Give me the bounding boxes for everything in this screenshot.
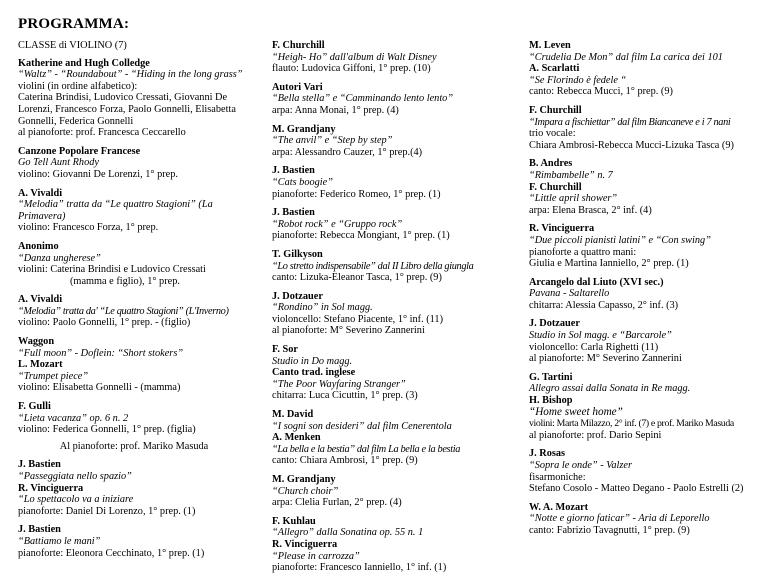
performer: fisarmoniche: (529, 471, 586, 483)
program-entry (18, 241, 250, 287)
work-title: “Trumpet piece” (18, 370, 89, 382)
class-title: CLASSE di VIOLINO (7) (18, 40, 127, 51)
work-title: “Heigh- Ho” dall'album di Walt Disney (272, 51, 437, 63)
work-title: Go Tell Aunt Rhody (18, 157, 99, 169)
composer: Anonimo (18, 240, 59, 252)
performer: violino: Federica Gonnelli, 1° prep. (figlia) (18, 424, 196, 436)
work-title: “Rimbambelle” n. 7 (529, 169, 613, 181)
work-title: Studio in Do magg. (272, 355, 353, 367)
performer: violino: Paolo Gonnelli, 1° prep. - (figlio) (18, 317, 191, 329)
program-entry (272, 40, 502, 75)
program-entry (529, 502, 761, 537)
performer: canto: Fabrizio Tavagnutti, 1° prep. (9) (529, 524, 690, 536)
composer: R. Vinciguerra (529, 223, 595, 235)
composer: Arcangelo dal Liuto (XVI sec.) (529, 276, 664, 288)
work-title: “The anvil” e “Step by step” (272, 135, 393, 147)
composer: H. Bishop (529, 395, 573, 407)
program-entry (18, 188, 250, 234)
accompanist: al pianoforte: prof. Francesca Ceccarello (18, 127, 186, 139)
composer: M. Leven (529, 40, 571, 51)
work-title: “La bella e la bestia” dal film La bella e la bestia (272, 443, 461, 455)
composer: R. Vinciguerra (18, 482, 84, 494)
performer: Caterina Brindisi, Ludovico Cressati, Giovanni De (18, 92, 228, 104)
composer: F. Churchill (529, 104, 582, 116)
accompanist: Al pianoforte: prof. Mariko Masuda (59, 440, 209, 452)
accompanist: al pianoforte: M° Severino Zannerini (529, 353, 682, 365)
composer: L. Mozart (18, 359, 63, 371)
work-title: “Church choir” (272, 485, 339, 497)
composer: G. Tartini (529, 371, 573, 383)
program-entry (18, 459, 250, 517)
performer: violino: Giovanni De Lorenzi, 1° prep. (18, 168, 178, 180)
composer: F. Gulli (18, 401, 51, 413)
work-title: “Passeggiata nello spazio” (18, 471, 132, 482)
performer: violini: Caterina Brindisi e Ludovico Cressati (18, 264, 206, 276)
composer: A. Vivaldi (18, 294, 63, 306)
performer: pianoforte: Eleonora Cecchinato, 1° prep. (1) (18, 547, 205, 559)
work-title: “Melodia” tratta da' “Le quattro Stagioni” (L'Inverno) (18, 305, 229, 317)
performer: pianoforte: Daniel Di Lorenzo, 1° prep. (1) (18, 505, 196, 517)
performer: pianoforte: Rebecca Mongiant, 1° prep. (1) (272, 230, 450, 242)
performer: (mamma e figlio), 1° prep. (70, 275, 180, 287)
program-entry (272, 207, 502, 242)
composer: Canzone Popolare Francese (18, 145, 141, 157)
work-title: “Robot rock” e “Gruppo rock” (272, 218, 403, 230)
composer: M. Grandjany (272, 474, 336, 485)
performer: violoncello: Stefano Piacente, 1° inf. (11) (272, 313, 444, 325)
composer: M. David (272, 409, 314, 421)
work-title: “The Poor Wayfaring Stranger” (272, 378, 406, 390)
program-entry (272, 82, 502, 117)
program-entry (272, 474, 502, 509)
performer: pianoforte: Federico Romeo, 1° prep. (1) (272, 188, 441, 200)
work-title: “Danza ungherese” (18, 252, 101, 264)
composer: B. Andres (529, 158, 573, 170)
performer: canto: Chiara Ambrosi, 1° prep. (9) (272, 455, 418, 467)
composer: J. Bastien (272, 165, 315, 177)
work-title: “Lo spettacolo va a iniziare (18, 494, 134, 506)
performer: Lorenzi, Francesco Forza, Paolo Gonnelli, Elisabetta (18, 103, 236, 115)
work-title: “Little april shower” (529, 193, 618, 205)
program-entry (529, 105, 761, 151)
composer: Waggon (18, 336, 55, 348)
performer: violini (in ordine alfabetico): (18, 80, 138, 92)
program-entry (529, 318, 761, 364)
accompanist: al pianoforte: prof. Dario Sepini (529, 429, 662, 441)
composer: A. Menken (272, 432, 321, 444)
program-entry (18, 524, 250, 559)
page-title: PROGRAMMA: (18, 16, 130, 32)
performer: Gonnelli, Federica Gonnelli (18, 115, 134, 127)
performer: Stefano Cosolo - Matteo Degano - Paolo Estrelli (2) (529, 483, 744, 495)
work-title: “Rondino” in Sol magg. (272, 302, 373, 314)
work-title: “Impara a fischiettar” dal film Biancaneve e i 7 nani (529, 116, 731, 128)
performer: flauto: Ludovica Giffoni, 1° prep. (10) (272, 63, 431, 75)
program-entry (529, 158, 761, 216)
composer: J. Dotzauer (529, 318, 580, 330)
work-title: Pavana - Saltarello (529, 288, 610, 300)
performer: canto: Lizuka-Eleanor Tasca, 1° prep. (9) (272, 272, 442, 284)
program-entry (529, 372, 761, 442)
program-column-1 (18, 40, 250, 566)
composer: J. Bastien (18, 459, 61, 471)
program-entry (272, 165, 502, 200)
program-entry (272, 344, 502, 402)
performer: arpa: Elena Brasca, 2° inf. (4) (529, 204, 652, 216)
work-title: “Sopra le onde” - Valzer (529, 460, 632, 471)
work-title: “Battiamo le mani” (18, 535, 101, 547)
program-entry (18, 146, 250, 181)
performer: pianoforte: Francesco Ianniello, 1° inf. (1) (272, 562, 447, 574)
performer: trio vocale: (529, 128, 576, 140)
composer: F. Churchill (272, 40, 325, 51)
program-entry (529, 40, 761, 98)
performer: arpa: Clelia Furlan, 2° prep. (4) (272, 497, 402, 509)
program-column-2 (272, 40, 502, 581)
work-title: Primavera) (18, 210, 66, 222)
work-title: “Se Florindo è fedele “ (529, 74, 627, 86)
composer: Katherine and Hugh Colledge (18, 57, 150, 69)
work-title: “Bella stella” e “Camminando lento lento” (272, 93, 454, 105)
work-title: Allegro assai dalla Sonata in Re magg. (529, 383, 691, 395)
program-entry (272, 249, 502, 284)
work-title: “Melodia” tratta da “Le quattro Stagioni” (La (18, 199, 213, 211)
work-title: “I sogni son desideri” dal film Cenerentola (272, 420, 452, 432)
performer: arpa: Anna Monai, 1° prep. (4) (272, 104, 399, 116)
work-title: “Notte e giorno faticar” - Aria di Leporello (529, 513, 710, 525)
program-column-3 (529, 40, 761, 544)
work-title: “Waltz” - “Roundabout” - “Hiding in the long grass” (18, 69, 243, 81)
program-entry (18, 294, 250, 329)
performer: violino: Francesco Forza, 1° prep. (18, 222, 159, 234)
work-title: “Due piccoli pianisti latini” e “Con swing” (529, 234, 711, 246)
work-title: “Full moon” - Doflein: “Short stokers” (18, 347, 184, 359)
work-title: “Home sweet home” (529, 405, 623, 418)
performer: chitarra: Luca Cicuttin, 1° prep. (3) (272, 390, 418, 402)
work-title: Studio in Sol magg. e “Barcarole” (529, 330, 672, 342)
performer: violoncello: Carla Righetti (11) (529, 341, 659, 353)
composer: J. Dotzauer (272, 290, 323, 302)
work-title: “Crudelia De Mon” dal film La carica dei 101 (529, 51, 723, 63)
program-entry (272, 291, 502, 337)
composer: F. Sor (272, 344, 298, 356)
composer: J. Rosas (529, 448, 566, 460)
program-entry (529, 448, 761, 494)
program-entry (272, 124, 502, 159)
program-entry (529, 223, 761, 269)
performer: pianoforte a quattro mani: (529, 246, 637, 258)
composer: J. Bastien (18, 524, 61, 536)
work-title: “Lieta vacanza” op. 6 n. 2 (18, 412, 129, 424)
composer: A. Vivaldi (18, 187, 63, 199)
composer: A. Scarlatti (529, 63, 580, 75)
program-entry (18, 58, 250, 139)
composer: W. A. Mozart (529, 501, 589, 513)
composer: M. Grandjany (272, 123, 336, 135)
performer: Chiara Ambrosi-Rebecca Mucci-Lizuka Tasca (9) (529, 139, 734, 151)
work-title: “Please in carrozza” (272, 550, 360, 562)
work-title: “Lo stretto indispensabile” dal II Libro della giungla (272, 260, 474, 272)
composer: F. Churchill (529, 181, 582, 193)
program-entry (272, 516, 502, 574)
work-title: “Cats boogie” (272, 176, 333, 188)
work-title: “Allegro” dalla Sonatina op. 55 n. 1 (272, 527, 424, 539)
program-entry (18, 336, 250, 394)
composer: F. Kuhlau (272, 515, 316, 527)
performer: violini: Marta Milazzo, 2° inf. (7) e prof. Mariko Masuda (529, 418, 734, 430)
performer: arpa: Alessandro Cauzer, 1° prep.(4) (272, 146, 423, 158)
performer: chitarra: Alessia Capasso, 2° inf. (3) (529, 299, 679, 311)
performer: violino: Elisabetta Gonnelli - (mamma) (18, 382, 181, 394)
composer: J. Bastien (272, 207, 315, 219)
program-entry (18, 401, 250, 452)
composer: R. Vinciguerra (272, 538, 338, 550)
performer: canto: Rebecca Mucci, 1° prep. (9) (529, 86, 673, 98)
program-entry (529, 277, 761, 312)
program-entry (272, 409, 502, 467)
composer: T. Gilkyson (272, 248, 323, 260)
performer: Giulia e Martina Ianniello, 2° prep. (1) (529, 258, 689, 270)
composer: Autori Vari (272, 81, 323, 93)
accompanist: al pianoforte: M° Severino Zannerini (272, 325, 425, 337)
composer: Canto trad. inglese (272, 367, 356, 379)
